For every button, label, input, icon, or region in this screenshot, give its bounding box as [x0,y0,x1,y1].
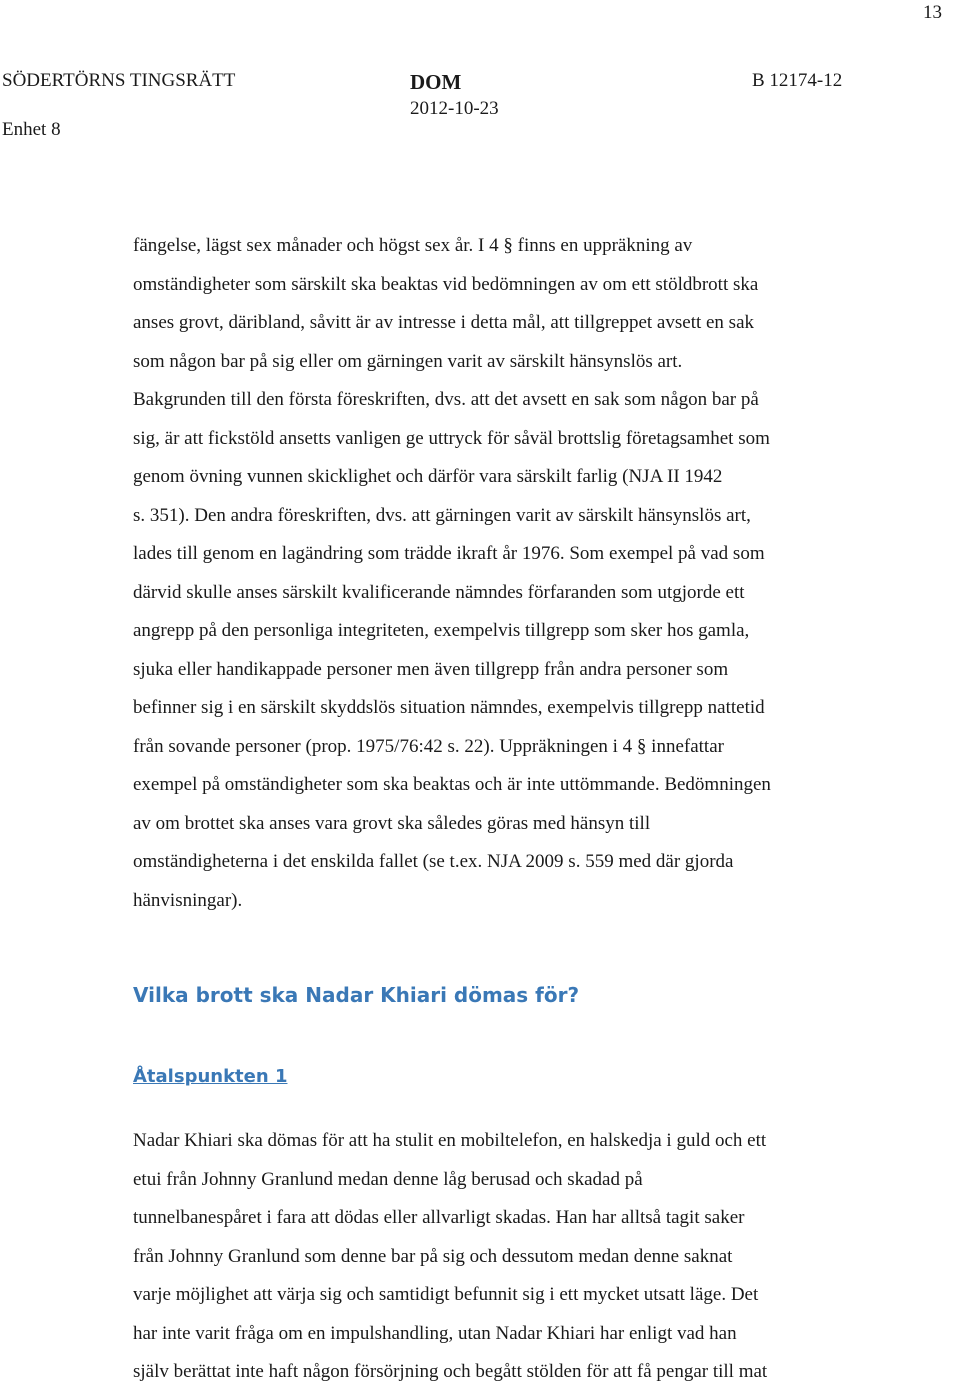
text-line: genom övning vunnen skicklighet och därför vara särskilt farlig (NJA II 1942 [133,466,723,487]
text-line: varje möjlighet att värja sig och samtidigt befunnit sig i ett mycket utsatt läge. Det [133,1284,759,1305]
court-unit: Enhet 8 [2,119,61,140]
text-line: från Johnny Granlund som denne bar på sig och dessutom medan denne saknat [133,1245,733,1267]
text-line: omständigheterna i det enskilda fallet (se t.ex. NJA 2009 s. 559 med där gjorda [133,851,734,872]
text-line: som någon bar på sig eller om gärningen varit av särskilt hänsynslös art. [133,350,683,372]
text-line: har inte varit fråga om en impulshandling, utan Nadar Khiari har enligt vad han [133,1322,737,1344]
text-line: sjuka eller handikappade personer men även tillgrepp från andra personer som [133,658,729,680]
text-line: tunnelbanespåret i fara att dödas eller allvarligt skadas. Han har alltså tagit saker [133,1207,745,1228]
text-line: befinner sig i en särskilt skyddslös situation nämndes, exempelvis tillgrepp nattetid [133,697,765,718]
text-line: Nadar Khiari ska dömas för att ha stulit en mobiltelefon, en halskedja i guld och ett [133,1130,767,1151]
text-line: från sovande personer (prop. 1975/76:42 s. 22). Uppräkningen i 4 § innefattar [133,735,724,757]
court-name: SÖDERTÖRNS TINGSRÄTT [2,70,236,91]
text-line: etui från Johnny Granlund medan denne låg berusad och skadad på [133,1168,643,1190]
text-line: sig, är att fickstöld ansetts vanligen ge uttryck för såväl brottslig företagsamhet som [133,427,770,449]
text-line: angrepp på den personliga integriteten, exempelvis tillgrepp som sker hos gamla, [133,620,750,641]
text-line: omständigheter som särskilt ska beaktas vid bedömningen av om ett stöldbrott ska [133,273,759,295]
text-line: av om brottet ska anses vara grovt ska således göras med hänsyn till [133,812,651,834]
page-number: 13 [923,2,942,23]
section-heading: Vilka brott ska Nadar Khiari dömas för? [133,983,580,1007]
text-line: fängelse, lägst sex månader och högst sex år. I 4 § finns en uppräkning av [133,235,693,256]
paragraph-charge-1 [133,1122,913,1392]
case-number: B 12174-12 [752,70,843,91]
document-type: DOM [410,70,462,94]
text-line: lades till genom en lagändring som trädde ikraft år 1976. Som exempel på vad som [133,543,765,564]
document-date: 2012-10-23 [410,98,499,119]
paragraph-legal-background [133,227,913,920]
text-line: anses grovt, däribland, såvitt är av intresse i detta mål, att tillgreppet avsett en sak [133,312,755,333]
text-line: därvid skulle anses särskilt kvalificerande nämndes förfaranden som utgjorde ett [133,581,745,603]
text-line: s. 351). Den andra föreskriften, dvs. att gärningen varit av särskilt hänsynslös art, [133,504,751,526]
subsection-heading: Åtalspunkten 1 [133,1066,288,1087]
text-line: Bakgrunden till den första föreskriften, dvs. att det avsett en sak som någon bar på [133,389,759,410]
text-line: själv berättat inte haft någon försörjning och begått stölden för att få pengar till mat [133,1361,768,1382]
text-line: exempel på omständigheter som ska beaktas och är inte uttömmande. Bedömningen [133,774,771,795]
text-line: hänvisningar). [133,889,243,911]
